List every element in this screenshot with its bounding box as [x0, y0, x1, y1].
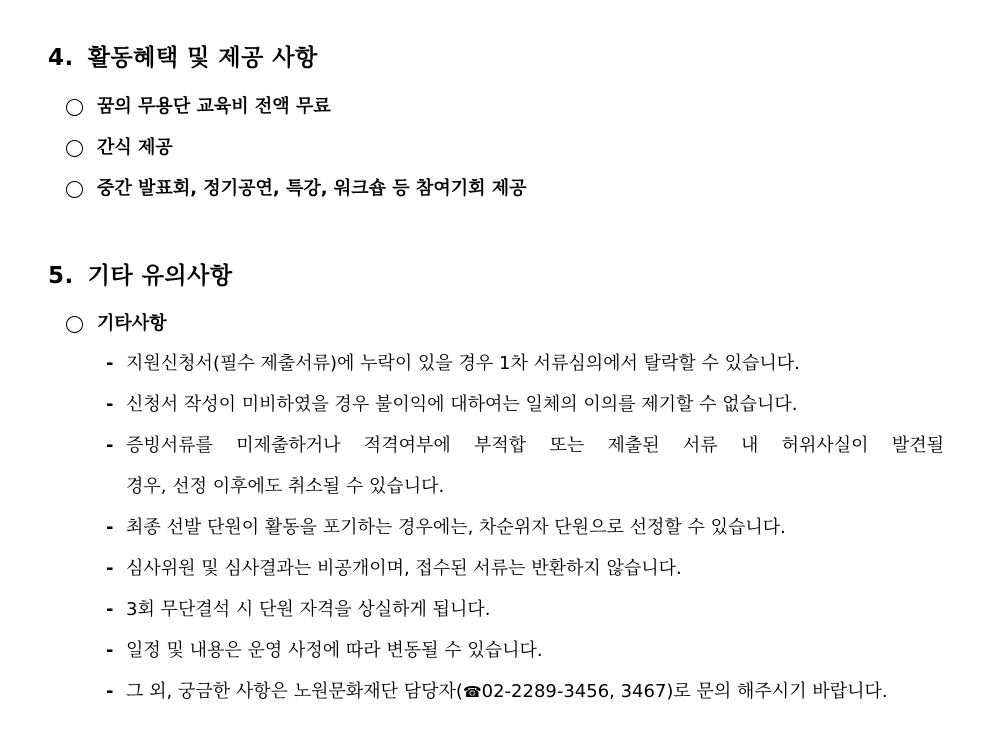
- notes-subheading: [66, 312, 167, 336]
- contact-text: [126, 680, 888, 704]
- benefit-item-label: 꿈의 무용단 교육비 전액 무료: [97, 96, 331, 117]
- notes-subheading-label: 기타사항: [97, 313, 167, 334]
- contact-phone: 02-2289-3456, 3467: [481, 681, 667, 702]
- note-text: 신청서 작성이 미비하였을 경우 불이익에 대하여는 일체의 이의를 제기할 수 없습니다.: [126, 394, 798, 415]
- dash-bullet: -: [106, 517, 114, 538]
- circle-bullet-icon: [66, 99, 83, 116]
- note-text: 증빙서류를 미제출하거나 적격여부에 부적합 또는 제출된 서류 내 허위사실이 발견될: [126, 435, 944, 456]
- section-4-number: 4.: [48, 45, 74, 71]
- section-4-title: 활동혜택 및 제공 사항: [87, 45, 318, 71]
- note-item-contact: [106, 680, 946, 704]
- note-item: [106, 393, 946, 417]
- section-5-title: 기타 유의사항: [87, 263, 233, 289]
- section-4-heading: [48, 44, 318, 72]
- dash-bullet: -: [106, 599, 114, 620]
- section-5-heading: [48, 262, 233, 290]
- note-text: 최종 선발 단원이 활동을 포기하는 경우에는, 차순위자 단원으로 선정할 수 있습니다.: [126, 517, 786, 538]
- note-text: 3회 무단결석 시 단원 자격을 상실하게 됩니다.: [126, 599, 491, 620]
- benefit-item-participation: [66, 177, 527, 201]
- phone-icon: ☎: [462, 683, 482, 701]
- circle-bullet-icon: [66, 140, 83, 157]
- contact-prefix: 그 외, 궁금한 사항은 노원문화재단 담당자(: [126, 681, 463, 702]
- benefit-item-label: 중간 발표회, 정기공연, 특강, 워크숍 등 참여기회 제공: [97, 178, 527, 199]
- benefit-item-label: 간식 제공: [97, 137, 173, 158]
- note-item: [106, 434, 946, 458]
- note-item: [106, 516, 946, 540]
- circle-bullet-icon: [66, 316, 83, 333]
- benefit-item-tuition: [66, 95, 331, 119]
- dash-bullet: -: [106, 681, 114, 702]
- dash-bullet: -: [106, 558, 114, 579]
- dash-bullet: -: [106, 640, 114, 661]
- section-5-number: 5.: [48, 263, 74, 289]
- benefit-item-snack: [66, 136, 173, 160]
- contact-suffix: )로 문의 해주시기 바랍니다.: [666, 681, 888, 702]
- dash-bullet: -: [106, 394, 114, 415]
- note-item: [106, 598, 946, 622]
- note-text: 심사위원 및 심사결과는 비공개이며, 접수된 서류는 반환하지 않습니다.: [126, 558, 682, 579]
- note-text: 지원신청서(필수 제출서류)에 누락이 있을 경우 1차 서류심의에서 탈락할 수 있습니다.: [126, 353, 800, 374]
- note-item: [106, 557, 946, 581]
- dash-bullet: -: [106, 435, 114, 456]
- note-text: 일정 및 내용은 운영 사정에 따라 변동될 수 있습니다.: [126, 640, 543, 661]
- circle-bullet-icon: [66, 181, 83, 198]
- note-text-continuation: 경우, 선정 이후에도 취소될 수 있습니다.: [126, 476, 445, 497]
- note-item: [106, 352, 946, 376]
- note-item: [106, 639, 946, 663]
- dash-bullet: -: [106, 353, 114, 374]
